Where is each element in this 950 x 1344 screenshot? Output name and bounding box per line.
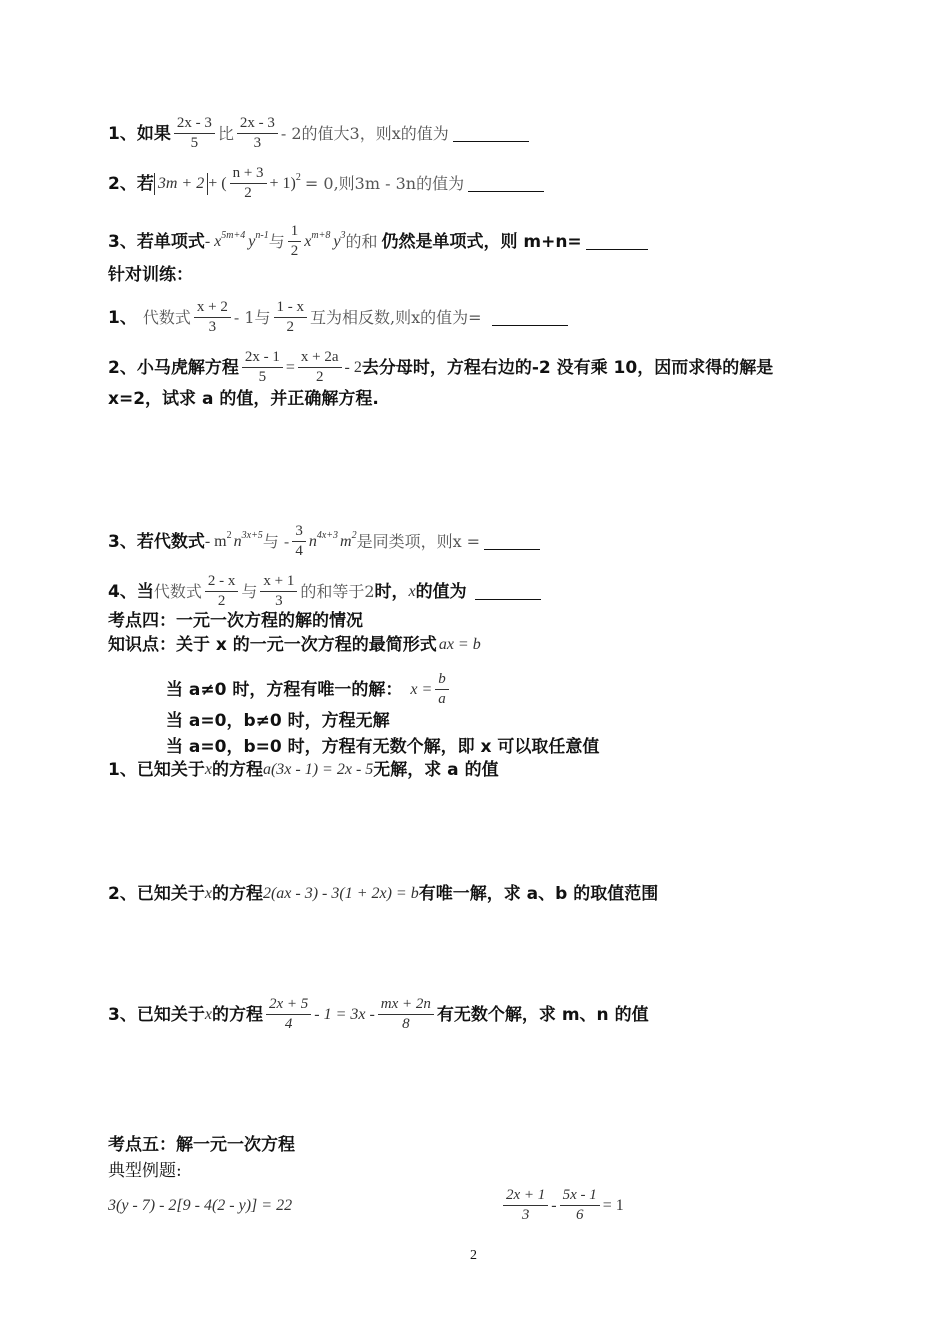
- kp-form: ax = b: [438, 636, 481, 653]
- p1-text1: 的方程: [211, 760, 263, 780]
- p3-fraction-2: $\frac{mx + 2n}{8}$: [378, 995, 434, 1034]
- p1-x: x: [204, 761, 212, 778]
- training-3: [108, 522, 540, 561]
- t2-text1: - 2: [344, 358, 362, 376]
- p2-label: 2、已知关于: [108, 884, 205, 904]
- case-1-fraction: $\frac{b}{a}$: [435, 670, 449, 709]
- question-2: [108, 164, 544, 203]
- case-2: 当 a=0，b≠0 时，方程无解: [166, 711, 390, 731]
- section-5-sub: 典型例题:: [108, 1161, 182, 1181]
- q3-sum: 的和: [345, 231, 378, 251]
- training-4: [108, 572, 541, 611]
- question-1: [108, 114, 529, 153]
- case-1: [166, 670, 452, 709]
- p1-text2: 无解，求 a 的值: [373, 760, 499, 780]
- training-2: [108, 348, 773, 387]
- p1-equation: a(3x - 1) = 2x - 5: [262, 761, 374, 778]
- page-number: 2: [470, 1248, 477, 1263]
- q1-fraction-1: $\frac{2x - 3}{5}$: [174, 114, 215, 153]
- eq2-rhs: = 1: [602, 1196, 624, 1214]
- q1-fraction-2: $\frac{2x - 3}{3}$: [237, 114, 278, 153]
- eq1: 3(y - 7) - 2[9 - 4(2 - y)] = 22: [108, 1197, 293, 1214]
- p3-text2: 有无数个解，求 m、n 的值: [436, 1004, 649, 1025]
- q3-term-5: $y^3$: [333, 229, 346, 250]
- problem-1: [108, 759, 499, 781]
- p3-fraction-1: $\frac{2x + 5}{4}$: [266, 995, 311, 1034]
- eq2-fraction-2: $\frac{5x - 1}{6}$: [560, 1186, 600, 1225]
- t3-p3: 与 -: [262, 531, 290, 551]
- section-4-title: 考点四：一元一次方程的解的情况: [108, 611, 363, 631]
- t1-fraction-1: $\frac{x + 2}{3}$: [194, 298, 231, 337]
- t3-p6: 是同类项，则x =: [356, 531, 481, 551]
- t4-text6: 的值为: [415, 581, 467, 602]
- t1-text1: 代数式: [142, 307, 191, 327]
- t3-p1: - $m^2$: [204, 529, 232, 550]
- t4-text3: 的和等于2: [300, 581, 375, 601]
- p2-x: x: [204, 885, 212, 902]
- t1-fraction-2: $\frac{1 - x}{2}$: [274, 298, 308, 337]
- q3-fraction: $\frac{1}{2}$: [288, 222, 302, 261]
- t4-text1: 代数式: [153, 581, 202, 601]
- q1-label: 1、如果: [108, 123, 171, 144]
- knowledge-point: [108, 634, 481, 656]
- case-1-x: x =: [410, 680, 433, 698]
- q2-tail2: = 0,则3m - 3n的值为: [304, 173, 465, 193]
- q2-fraction: $\frac{n + 3}{2}$: [230, 164, 267, 203]
- problem-3: [108, 995, 649, 1034]
- training-title: 针对训练：: [108, 265, 193, 285]
- t2-fraction-1: $\frac{2x - 1}{5}$: [242, 348, 283, 387]
- p2-text2: 有唯一解，求 a、b 的取值范围: [418, 884, 659, 904]
- q3-term-2: $y^{n-1}$: [248, 229, 269, 250]
- t2-label: 2、小马虎解方程: [108, 357, 239, 378]
- t3-fraction: $\frac{3}{4}$: [292, 522, 306, 561]
- example-equation-2: [500, 1186, 624, 1225]
- question-3: [108, 222, 648, 261]
- t3-p4: $n^{4x+3}$: [308, 529, 338, 550]
- t2-eq: =: [285, 358, 295, 376]
- training-1: [108, 298, 568, 337]
- p1-label: 1、已知关于: [108, 760, 205, 780]
- answer-blank[interactable]: [475, 583, 541, 600]
- kp-label: 知识点：关于 x 的一元一次方程的最简形式: [108, 635, 437, 655]
- t4-fraction-1: $\frac{2 - x}{2}$: [205, 572, 239, 611]
- eq2-minus: -: [551, 1196, 557, 1214]
- t4-text5: x: [408, 582, 416, 600]
- p2-equation: 2(ax - 3) - 3(1 + 2x) = b: [262, 885, 419, 902]
- t4-text2: 与: [241, 581, 258, 601]
- q3-term-1: - $x^{5m+4}$: [204, 229, 246, 250]
- p3-label: 3、已知关于: [108, 1004, 205, 1025]
- t1-text2: - 1与: [233, 307, 271, 327]
- t2-line2: x=2，试求 a 的值，并正确解方程.: [108, 389, 379, 409]
- t3-p5: $m^2$: [340, 529, 357, 550]
- section-5-title: 考点五：解一元一次方程: [108, 1135, 295, 1155]
- case-1-text: 当 a≠0 时，方程有唯一的解：: [166, 679, 403, 700]
- eq2-fraction-1: $\frac{2x + 1}{3}$: [503, 1186, 548, 1225]
- q1-tail: - 2的值大3，则x的值为: [280, 123, 449, 143]
- t4-text4: 时，: [374, 581, 409, 602]
- answer-blank[interactable]: [586, 233, 648, 250]
- t4-fraction-2: $\frac{x + 1}{3}$: [260, 572, 297, 611]
- q3-with: 与: [268, 231, 285, 251]
- case-3: 当 a=0，b=0 时，方程有无数个解，即 x 可以取任意值: [166, 737, 600, 757]
- q3-label: 3、若单项式: [108, 231, 205, 252]
- q2-abs: 3m + 2: [154, 173, 208, 195]
- p3-x: x: [204, 1005, 212, 1023]
- t2-fraction-2: $\frac{x + 2a}{2}$: [298, 348, 342, 387]
- p3-text1: 的方程: [211, 1004, 263, 1025]
- t3-label: 3、若代数式: [108, 531, 205, 552]
- answer-blank[interactable]: [453, 125, 529, 142]
- p3-mid: - 1 = 3x -: [314, 1005, 375, 1023]
- q2-plus: + (: [208, 174, 227, 192]
- answer-blank[interactable]: [492, 309, 568, 326]
- p2-text1: 的方程: [211, 884, 263, 904]
- answer-blank[interactable]: [484, 533, 540, 550]
- q1-mid: 比: [217, 123, 234, 143]
- t2-text2: 去分母时，方程右边的-2 没有乘 10，因而求得的解是: [361, 357, 774, 378]
- t1-label: 1、: [108, 307, 137, 328]
- q2-label: 2、若: [108, 173, 154, 194]
- q2-tail1: + 1)$^2$: [269, 171, 301, 192]
- t1-text3: 互为相反数,则x的值为=: [310, 307, 482, 327]
- q3-tail: 仍然是单项式，则 m+n=: [381, 231, 582, 252]
- q3-term-4: $x^{m+8}$: [304, 229, 331, 250]
- example-equation-1: [108, 1195, 292, 1217]
- answer-blank[interactable]: [468, 175, 544, 192]
- problem-2: [108, 883, 658, 905]
- t4-label: 4、当: [108, 581, 154, 602]
- t3-p2: $n^{3x+5}$: [233, 529, 263, 550]
